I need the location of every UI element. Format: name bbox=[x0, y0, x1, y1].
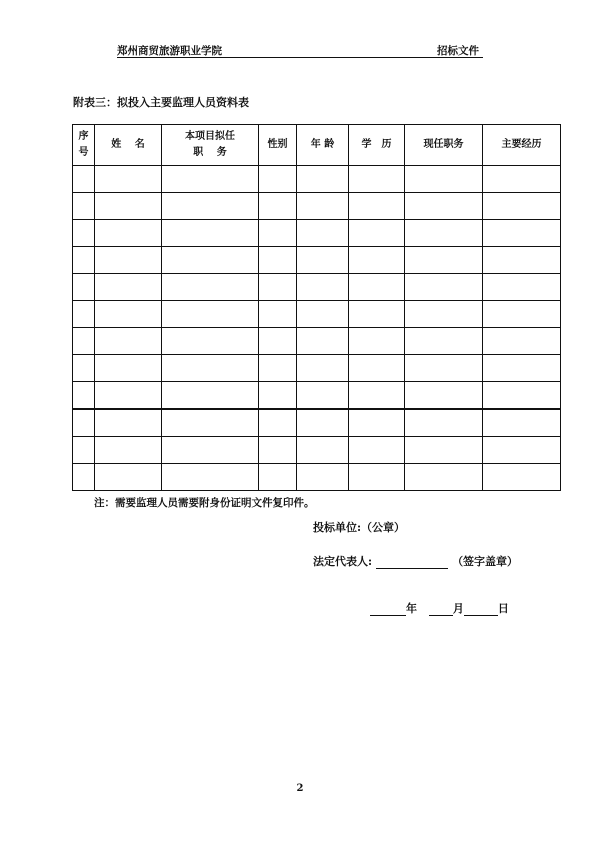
table-cell bbox=[259, 409, 297, 437]
table-cell bbox=[483, 409, 561, 437]
table-row bbox=[73, 247, 561, 274]
table-cell bbox=[162, 220, 259, 247]
date-line bbox=[370, 600, 509, 616]
month-label: 月 bbox=[452, 602, 464, 615]
table-cell bbox=[483, 437, 561, 464]
header-age: 年 龄 bbox=[297, 125, 349, 166]
table-cell bbox=[95, 437, 162, 464]
table-cell bbox=[162, 274, 259, 301]
table-cell bbox=[483, 301, 561, 328]
table-cell bbox=[405, 464, 483, 491]
table-cell bbox=[73, 328, 95, 355]
table-row bbox=[73, 301, 561, 328]
table-cell bbox=[73, 193, 95, 220]
table-cell bbox=[483, 382, 561, 410]
header-seq-line2: 号 bbox=[78, 147, 89, 158]
table-row bbox=[73, 382, 561, 410]
table-cell bbox=[95, 301, 162, 328]
table-cell bbox=[483, 166, 561, 193]
table-row bbox=[73, 220, 561, 247]
table-cell bbox=[259, 382, 297, 410]
table-cell bbox=[73, 301, 95, 328]
header-experience: 主要经历 bbox=[483, 125, 561, 166]
table-cell bbox=[73, 409, 95, 437]
table-cell bbox=[349, 355, 405, 382]
year-blank bbox=[370, 603, 406, 616]
table-cell bbox=[483, 464, 561, 491]
table-cell bbox=[297, 166, 349, 193]
table-cell bbox=[73, 166, 95, 193]
table-cell bbox=[259, 166, 297, 193]
table-cell bbox=[162, 382, 259, 410]
table-cell bbox=[95, 193, 162, 220]
table-header-row bbox=[73, 125, 561, 166]
table-cell bbox=[405, 247, 483, 274]
header-doc-type: 招标文件 bbox=[437, 45, 479, 57]
header-institution: 郑州商贸旅游职业学院 bbox=[117, 45, 222, 57]
table-cell bbox=[297, 274, 349, 301]
table-cell bbox=[349, 464, 405, 491]
table-cell bbox=[162, 437, 259, 464]
table-cell bbox=[162, 247, 259, 274]
table-cell bbox=[259, 437, 297, 464]
table-cell bbox=[405, 274, 483, 301]
header-seq bbox=[73, 125, 95, 166]
table-cell bbox=[73, 220, 95, 247]
year-label: 年 bbox=[406, 602, 417, 615]
table-cell bbox=[73, 274, 95, 301]
table-cell bbox=[73, 464, 95, 491]
header-gender: 性别 bbox=[259, 125, 297, 166]
table-cell bbox=[349, 247, 405, 274]
table-cell bbox=[349, 220, 405, 247]
table-cell bbox=[297, 437, 349, 464]
table-cell bbox=[95, 247, 162, 274]
table-cell bbox=[349, 193, 405, 220]
table-cell bbox=[95, 409, 162, 437]
month-blank bbox=[429, 603, 453, 616]
table-cell bbox=[162, 301, 259, 328]
table-row bbox=[73, 193, 561, 220]
table-cell bbox=[95, 274, 162, 301]
table-cell bbox=[95, 328, 162, 355]
table-cell bbox=[405, 301, 483, 328]
table-cell bbox=[349, 382, 405, 410]
table-note: 注：需要监理人员需要附身份证明文件复印件。 bbox=[94, 497, 315, 509]
header-current-title: 现任职务 bbox=[405, 125, 483, 166]
table-cell bbox=[95, 220, 162, 247]
table-cell bbox=[349, 274, 405, 301]
table-cell bbox=[259, 274, 297, 301]
header-seq-line1: 序 bbox=[78, 131, 89, 142]
header-post-line1: 本项目拟任 bbox=[185, 131, 235, 142]
table-row bbox=[73, 437, 561, 464]
table-cell bbox=[405, 355, 483, 382]
table-cell bbox=[259, 193, 297, 220]
table-cell bbox=[73, 247, 95, 274]
legal-representative-line bbox=[313, 553, 518, 569]
table-cell bbox=[259, 355, 297, 382]
table-cell bbox=[349, 301, 405, 328]
legal-rep-suffix: （签字盖章） bbox=[452, 555, 519, 568]
header-post bbox=[162, 125, 259, 166]
table-cell bbox=[349, 409, 405, 437]
table-cell bbox=[405, 437, 483, 464]
table-cell bbox=[297, 355, 349, 382]
table-cell bbox=[73, 382, 95, 410]
table-cell bbox=[162, 464, 259, 491]
table-cell bbox=[405, 220, 483, 247]
table-cell bbox=[95, 166, 162, 193]
table-row bbox=[73, 355, 561, 382]
table-cell bbox=[483, 355, 561, 382]
table-cell bbox=[259, 301, 297, 328]
table-cell bbox=[483, 328, 561, 355]
day-blank bbox=[464, 603, 498, 616]
table-cell bbox=[297, 382, 349, 410]
table-cell bbox=[405, 382, 483, 410]
table-cell bbox=[95, 464, 162, 491]
table-row bbox=[73, 328, 561, 355]
table-cell bbox=[483, 247, 561, 274]
table-cell bbox=[349, 328, 405, 355]
table-cell bbox=[297, 409, 349, 437]
table-cell bbox=[483, 220, 561, 247]
table-cell bbox=[162, 166, 259, 193]
table-cell bbox=[297, 193, 349, 220]
table-cell bbox=[73, 355, 95, 382]
header-name: 姓 名 bbox=[95, 125, 162, 166]
table-cell bbox=[259, 247, 297, 274]
table-cell bbox=[162, 193, 259, 220]
table-cell bbox=[297, 328, 349, 355]
table-cell bbox=[405, 193, 483, 220]
table-cell bbox=[297, 301, 349, 328]
table-cell bbox=[297, 247, 349, 274]
table-cell bbox=[259, 464, 297, 491]
table-title: 附表三：拟投入主要监理人员资料表 bbox=[73, 96, 249, 109]
legal-rep-signature-blank bbox=[376, 556, 448, 569]
table-cell bbox=[483, 193, 561, 220]
page-header bbox=[117, 43, 483, 58]
page-number: 2 bbox=[296, 783, 304, 794]
table-row bbox=[73, 409, 561, 437]
supervisor-staff-table bbox=[72, 124, 561, 491]
table-row bbox=[73, 166, 561, 193]
table-cell bbox=[95, 355, 162, 382]
table-cell bbox=[259, 328, 297, 355]
table-cell bbox=[162, 328, 259, 355]
table-cell bbox=[483, 274, 561, 301]
table-cell bbox=[259, 220, 297, 247]
header-post-line2: 职 务 bbox=[193, 147, 227, 158]
table-cell bbox=[349, 166, 405, 193]
table-row bbox=[73, 274, 561, 301]
day-label: 日 bbox=[497, 602, 509, 615]
table-cell bbox=[405, 328, 483, 355]
legal-rep-label: 法定代表人: bbox=[313, 555, 373, 568]
table-cell bbox=[162, 409, 259, 437]
table-cell bbox=[297, 464, 349, 491]
table-cell bbox=[405, 166, 483, 193]
bidder-seal-label: 投标单位:（公章） bbox=[313, 521, 406, 534]
table-cell bbox=[297, 220, 349, 247]
table-cell bbox=[73, 437, 95, 464]
header-education: 学 历 bbox=[349, 125, 405, 166]
table-cell bbox=[405, 409, 483, 437]
table-cell bbox=[95, 382, 162, 410]
table-cell bbox=[162, 355, 259, 382]
table-cell bbox=[349, 437, 405, 464]
table-row bbox=[73, 464, 561, 491]
